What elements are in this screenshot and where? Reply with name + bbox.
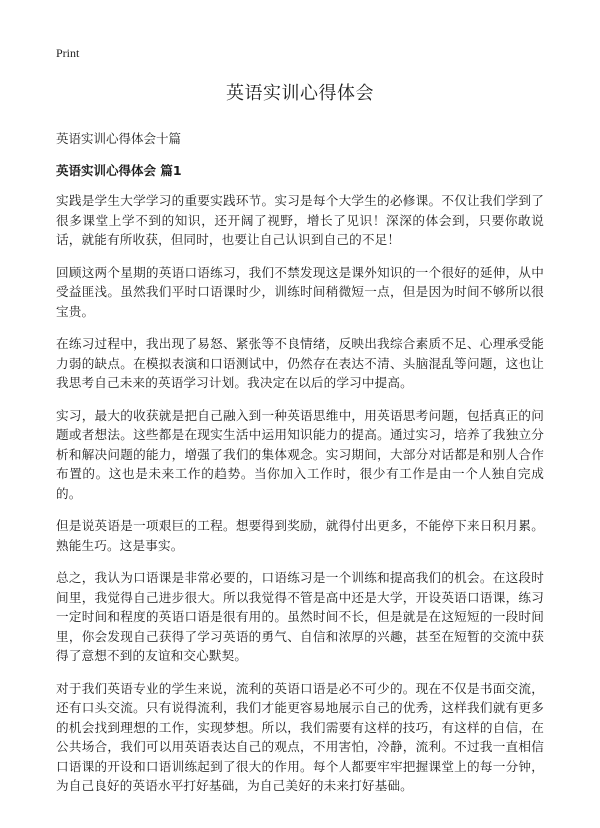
page-title: 英语实训心得体会 <box>226 83 374 104</box>
document-subtitle: 英语实训心得体会十篇 <box>56 131 182 146</box>
paragraph-1: 实践是学生大学学习的重要实践环节。实习是每个大学生的必修课。不仅让我们学到了很多课堂上学不到的知识，还开阔了视野，增长了见识！深深的体会到，只要你敢说话，就能有所收获，但同时，也要让自己认识到自己的不足！ <box>56 193 544 247</box>
paragraph-7: 对于我们英语专业的学生来说，流利的英语口语是必不可少的。现在不仅是书面交流，还有口头交流。只有说得流利，我们才能更容易地展示自己的优秀，这样我们就有更多的机会找到理想的工作，实现梦想。所以，我们需要有这样的技巧，有这样的自信，在公共场合，我们可以用英语表达自己的观点，不用害怕，冷静，流利。不过我一直相信口语课的开设和口语训练起到了很大的作用。每个人都要牢牢把握课堂上的每一分钟，为自己良好的英语水平打好基础，为自己美好的未来打好基础。 <box>56 680 544 793</box>
print-link[interactable]: Print <box>56 46 80 60</box>
paragraph-4: 实习，最大的收获就是把自己融入到一种英语思维中，用英语思考问题，包括真正的问题或者想法。这些都是在现实生活中运用知识能力的提高。通过实习，培养了我独立分析和解决问题的能力，增强了我们的集体观念。实习期间，大部分对话都是和别人合作布置的。这也是未来工作的趋势。当你加入工作时，很少有工作是由一个人独自完成的。 <box>56 407 544 501</box>
paragraph-2: 回顾这两个星期的英语口语练习，我们不禁发现这是课外知识的一个很好的延伸，从中受益匪浅。虽然我们平时口语课时少，训练时间稍微短一点，但是因为时间不够所以很宝贵。 <box>56 264 544 319</box>
section-heading: 英语实训心得体会 篇1 <box>56 163 182 178</box>
paragraph-3: 在练习过程中，我出现了易怒、紧张等不良情绪，反映出我综合素质不足、心理承受能力弱的缺点。在模拟表演和口语测试中，仍然存在表达不清、头脑混乱等问题，这也让我思考自己未来的英语学习计划。我决定在以后的学习中提高。 <box>56 336 544 390</box>
paragraph-6: 总之，我认为口语课是非常必要的，口语练习是一个训练和提高我们的机会。在这段时间里，我觉得自己进步很大。所以我觉得不管是高中还是大学，开设英语口语课，练习一定时间和程度的英语口语是很有用的。虽然时间不长，但是就是在这短短的一段时间里，你会发现自己获得了学习英语的勇气、自信和浓厚的兴趣，甚至在短暂的交流中获得了意想不到的友谊和交心默契。 <box>56 570 544 663</box>
paragraph-5: 但是说英语是一项艰巨的工程。想要得到奖励，就得付出更多，不能停下来日积月累。熟能生巧。这是事实。 <box>56 518 544 553</box>
